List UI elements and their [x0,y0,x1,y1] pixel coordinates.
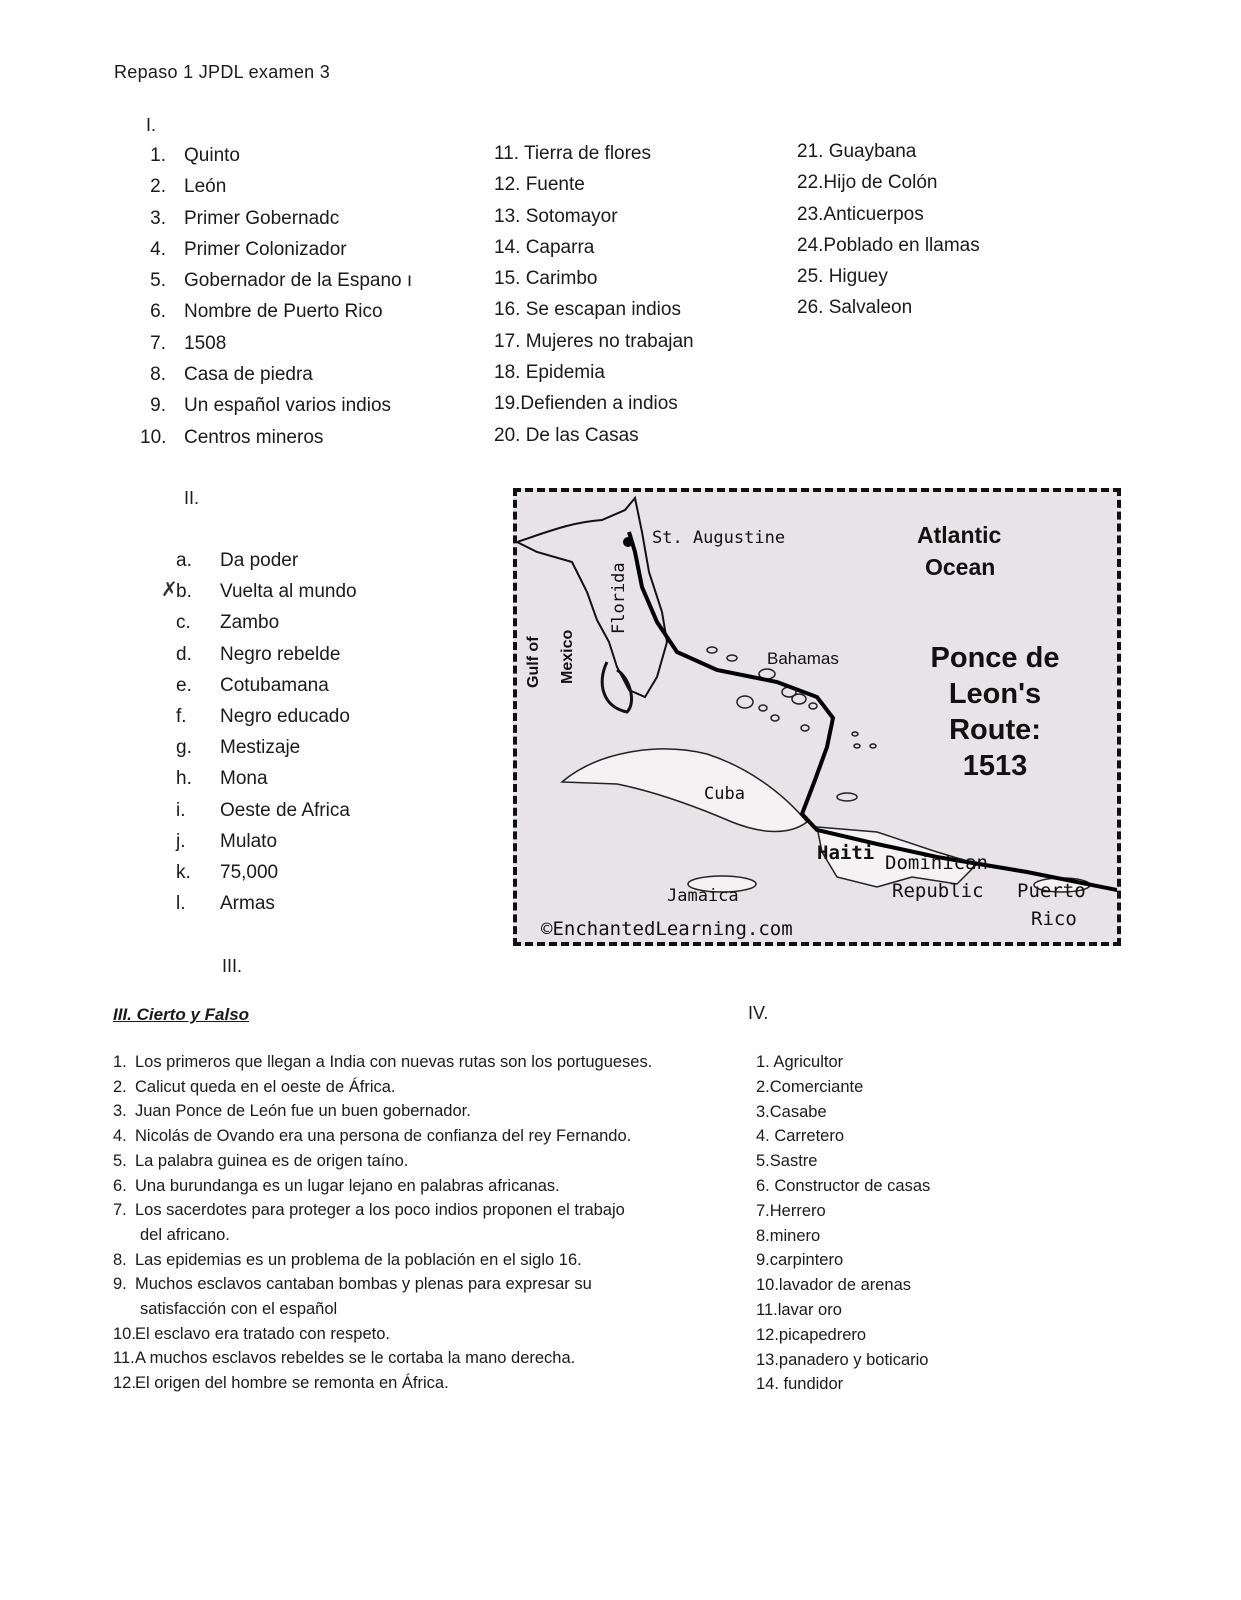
map-label-rico: Rico [1031,908,1077,930]
list-item [176,826,357,857]
item-letter: e. [176,674,192,696]
list-item [176,607,357,638]
list-item [140,265,412,296]
item-text: Muchos esclavos cantaban bombas y plenas para expresar su [135,1275,592,1294]
item-number: 10. [140,426,167,448]
item-letter: j. [176,830,186,852]
page-title: Repaso 1 JPDL examen 3 [114,62,331,82]
map-title-line-3: Route: [949,714,1041,746]
section-1-label: I. [146,115,157,135]
list-item: 7.Herrero [756,1201,826,1220]
map-credit: ©EnchantedLearning.com [541,918,793,940]
list-item [140,296,412,327]
item-number: 10. [113,1324,136,1343]
statement-item [113,1124,733,1149]
item-number: 8. [113,1250,127,1269]
item-letter: f. [176,706,187,728]
item-number: 11. [113,1349,135,1368]
list-item: 25. Higuey [797,266,888,288]
list-item [140,171,412,202]
map-label-jamaica: Jamaica [667,886,739,906]
list-item: 12.picapedrero [756,1325,867,1344]
section-4-label: IV. [748,1003,769,1023]
item-text: Quinto [184,145,240,166]
item-text: Calicut queda en el oeste de África. [135,1077,396,1096]
item-text: Los sacerdotes para proteger a los poco indios proponen el trabajo [135,1201,625,1220]
item-text: Nicolás de Ovando era una persona de confianza del rey Fernando. [135,1127,632,1146]
statement-item [113,1149,733,1174]
list-item [176,670,357,701]
item-number: 4. [150,238,166,260]
st-augustine-dot [623,537,633,547]
map-label-dominican: Dominican [885,852,988,874]
item-letter: l. [176,893,186,915]
list-item: 15. Carimbo [494,268,598,290]
statement-item [113,1322,733,1347]
item-text: Negro rebelde [220,643,341,665]
list-item: 21. Guaybana [797,141,917,162]
item-number: 5. [150,270,166,292]
item-text: Primer Colonizador [184,238,347,260]
list-item: 14. fundidor [756,1375,844,1394]
item-letter: g. [176,737,192,759]
item-text: Casa de piedra [184,364,313,386]
item-text: Primer Gobernadc [184,207,340,229]
list-item [176,732,357,763]
section-3-list [113,1050,733,1396]
item-text: Negro educado [220,706,350,728]
statement-item [113,1198,733,1247]
item-letter: b. [176,581,192,603]
item-number: 12. [113,1374,136,1393]
list-item: 18. Epidemia [494,362,605,384]
list-item [176,888,357,919]
item-number: 6. [150,301,166,323]
statement-item [113,1174,733,1199]
list-item: 20. De las Casas [494,424,639,446]
map-label-ocean: Ocean [925,554,996,580]
item-text: Una burundanga es un lugar lejano en palabras africanas. [135,1176,560,1195]
statement-item [113,1248,733,1273]
statement-item [113,1346,733,1371]
map-label-haiti: Haiti [817,842,875,864]
item-text: Juan Ponce de León fue un buen gobernador. [135,1102,471,1121]
item-text: A muchos esclavos rebeldes se le cortaba la mano derecha. [135,1349,576,1368]
handwritten-x-mark: ✗ [161,579,178,601]
list-item [140,328,412,359]
item-text: Vuelta al mundo [220,581,357,603]
item-number: 8. [150,364,166,386]
list-item: 16. Se escapan indios [494,299,681,321]
statement-item [113,1272,733,1321]
item-text: El origen del hombre se remonta en África. [135,1374,449,1393]
list-item: 12. Fuente [494,174,585,196]
map-title-line-2: Leon's [948,678,1042,710]
list-item: 13.panadero y boticario [756,1350,929,1369]
list-item: 19.Defienden a indios [494,393,678,415]
list-item [176,639,357,670]
list-item: 2.Comerciante [756,1077,864,1096]
item-number: 1. [150,145,166,166]
item-number: 7. [113,1201,127,1220]
item-text: Oeste de Africa [220,799,350,821]
statement-item [113,1371,733,1396]
section-3-heading: III. Cierto y Falso [113,1005,250,1024]
item-text: Da poder [220,550,299,571]
item-number: 3. [113,1102,127,1121]
item-number: 2. [113,1077,127,1096]
item-text-continued: satisfacción con el español [140,1300,338,1319]
item-letter: a. [176,550,192,571]
item-text: Mulato [220,830,278,852]
list-item [140,390,412,421]
item-text: Nombre de Puerto Rico [184,301,383,323]
list-item: 11.lavar oro [756,1300,842,1319]
map-label-gulf-of: Gulf of [525,636,542,688]
list-item: 22.Hijo de Colón [797,172,938,194]
item-text: Mona [220,768,268,790]
list-item: 11. Tierra de flores [494,143,652,164]
list-item: 8.minero [756,1226,821,1245]
list-item [140,140,412,171]
statement-item [113,1075,733,1100]
item-number: 9. [113,1275,127,1294]
list-item: 26. Salvaleon [797,297,913,319]
map-title-year: 1513 [962,750,1028,782]
item-text: Armas [220,893,275,915]
item-number: 2. [150,176,166,198]
list-item: 23.Anticuerpos [797,203,924,225]
item-text: El esclavo era tratado con respeto. [135,1324,390,1343]
list-item [140,422,412,453]
item-text: Gobernador de la Espano ı [184,270,413,292]
item-number: 5. [113,1151,127,1170]
item-number: 3. [150,207,166,229]
item-text: Cotubamana [220,674,329,696]
item-number: 9. [150,395,166,417]
list-item [140,234,412,265]
section-4-list [756,1050,930,1397]
map-label-atlantic: Atlantic [917,522,1002,548]
item-text: Las epidemias es un problema de la población en el siglo 16. [135,1250,582,1269]
map-label-st-augustine: St. Augustine [652,528,786,548]
list-item [176,763,357,794]
section-2-label: II. [184,488,200,508]
item-number: 6. [113,1176,127,1195]
item-text: 75,000 [220,862,279,884]
section-1-column-1 [140,140,412,453]
list-item [140,359,412,390]
item-letter: k. [176,862,191,884]
item-letter: d. [176,643,192,665]
item-letter: c. [176,612,191,634]
item-text: Los primeros que llegan a India con nuevas rutas son los portugueses. [135,1053,653,1071]
section-3-label: III. [222,956,243,976]
list-item: 17. Mujeres no trabajan [494,330,694,352]
item-text: Mestizaje [220,737,301,759]
list-item [176,857,357,888]
map-label-mexico: Mexico [559,629,576,684]
section-2-list [176,545,357,919]
list-item: 6. Constructor de casas [756,1176,931,1195]
list-item [176,576,357,607]
item-letter: i. [176,799,186,821]
item-text: La palabra guinea es de origen taíno. [135,1151,409,1170]
map-label-cuba: Cuba [704,784,745,804]
item-text: Un español varios indios [184,395,392,417]
map-title-line-1: Ponce de [930,642,1060,674]
list-item: 1. Agricultor [756,1053,844,1071]
list-item: 9.carpintero [756,1251,844,1270]
list-item [176,795,357,826]
item-text: Zambo [220,612,280,634]
section-1-column-3 [797,136,980,324]
map-label-republic: Republic [892,880,984,902]
item-text-continued: del africano. [140,1225,230,1244]
item-text: Centros mineros [184,426,324,448]
item-number: 1. [113,1053,127,1071]
list-item [176,545,357,576]
list-item: 5.Sastre [756,1152,818,1171]
statement-item [113,1050,733,1075]
list-item: 13. Sotomayor [494,205,618,227]
list-item: 3.Casabe [756,1102,827,1121]
map-label-florida: Florida [609,562,629,634]
list-item: 24.Poblado en llamas [797,234,980,256]
map-label-bahamas: Bahamas [767,649,839,668]
list-item: 14. Caparra [494,236,595,258]
ponce-de-leon-route-map [513,488,1121,946]
item-text: 1508 [184,332,227,354]
statement-item [113,1099,733,1124]
section-1-column-2 [494,138,694,451]
item-number: 4. [113,1127,127,1146]
list-item [140,203,412,234]
item-number: 7. [150,332,166,354]
list-item: 4. Carretero [756,1127,845,1146]
list-item: 10.lavador de arenas [756,1276,912,1295]
list-item [176,701,357,732]
map-label-puerto: Puerto [1017,880,1086,902]
item-letter: h. [176,768,192,790]
item-text: León [184,176,227,198]
cuba-island [562,749,807,831]
